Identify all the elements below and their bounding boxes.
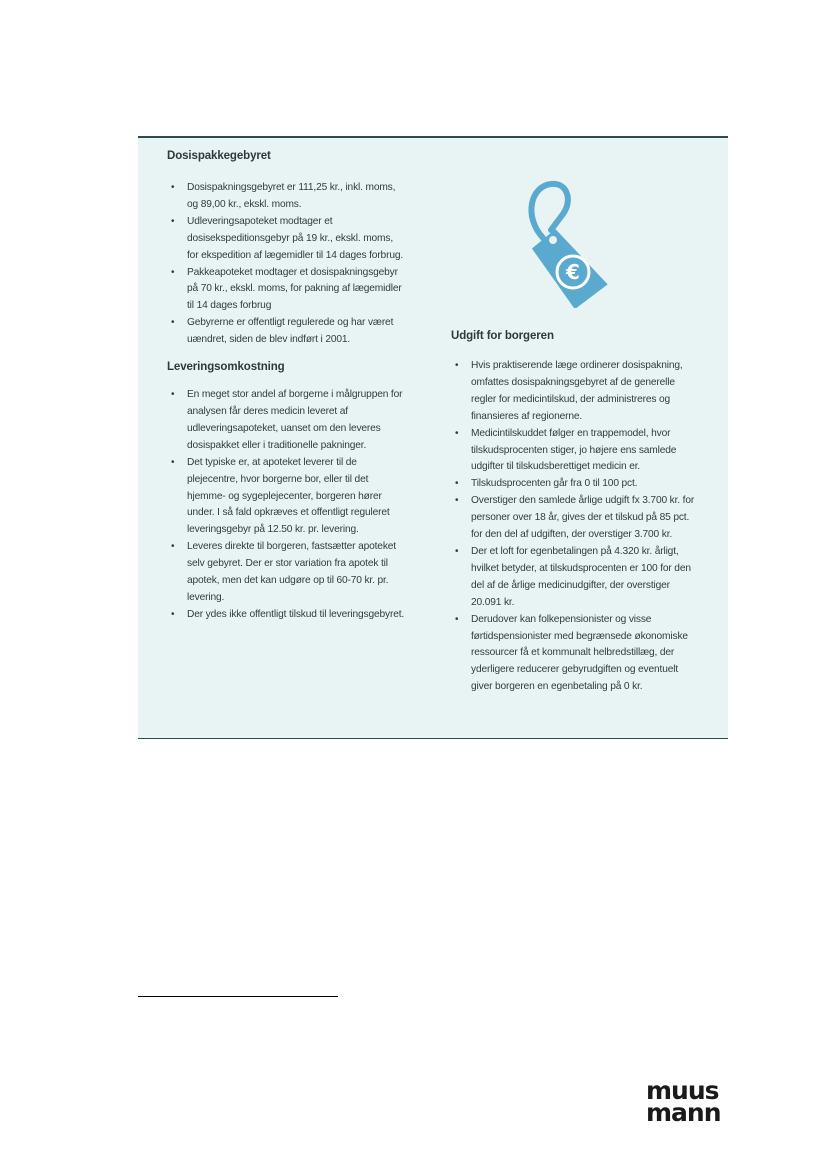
- list-item: • Udleveringsapoteket modtager et dosisekspeditionsgebyr på 19 kr., ekskl. moms, for ekspedition af lægemidler til 14 dages forbrug.: [167, 214, 407, 265]
- heading-leveringsomkostning: Leveringsomkostning: [167, 361, 285, 374]
- heading-dosispakkegebyret: Dosispakkegebyret: [167, 150, 271, 162]
- list-udgift-for-borgeren: [451, 358, 701, 696]
- logo-line-2: mann: [646, 1098, 721, 1127]
- left-column: [167, 150, 407, 624]
- info-box: [138, 136, 728, 739]
- list-item: • Dosispakningsgebyret er 111,25 kr., inkl. moms, og 89,00 kr., ekskl. moms.: [167, 180, 407, 214]
- list-item: • Det typiske er, at apoteket leverer til de plejecentre, hvor borgerne bor, eller til det hjemme- og sygeplejecenter, borgeren hører under. I så fald opkræves et offentligt reguleret leveringsgebyr på 12.50 kr. pr. levering.: [167, 455, 407, 540]
- list-dosispakkegebyret: [167, 180, 407, 349]
- logo-line-1: muus: [646, 1076, 719, 1105]
- list-item: • Leveres direkte til borgeren, fastsætter apoteket selv gebyret. Der er stor variation fra apotek til apotek, men det kan udgøre op til 60-70 kr. pr. levering.: [167, 539, 407, 607]
- list-item: • En meget stor andel af borgerne i målgruppen for analysen får deres medicin leveret af udleveringsapoteket, uanset om den leveres dosispakket eller i traditionelle pakninger.: [167, 387, 407, 455]
- list-item: • Derudover kan folkepensionister og visse førtidspensionister med begrænsede økonomiske ressourcer få et kommunalt helbredstillæg, der yderligere reducerer gebyrudgiften og eventuelt giver borgeren en egenbetaling på 0 kr.: [451, 612, 701, 697]
- list-item: • Der ydes ikke offentligt tilskud til leveringsgebyret.: [167, 607, 407, 624]
- euro-price-tag-icon: [521, 178, 611, 308]
- list-item: • Tilskudsprocenten går fra 0 til 100 pct.: [451, 476, 701, 493]
- euro-symbol: €: [566, 260, 580, 284]
- list-leveringsomkostning: [167, 387, 407, 624]
- right-column: [451, 330, 701, 696]
- list-item: • Der et loft for egenbetalingen på 4.320 kr. årligt, hvilket betyder, at tilskudsprocenten er 100 for den del af de årlige medicinudgifter, der overstiger 20.091 kr.: [451, 544, 701, 612]
- list-item: • Overstiger den samlede årlige udgift fx 3.700 kr. for personer over 18 år, gives der et tilskud på 85 pct. for den del af udgiften, der overstiger 3.700 kr.: [451, 493, 701, 544]
- list-item: • Medicintilskuddet følger en trappemodel, hvor tilskudsprocenten stiger, jo højere ens samlede udgifter til tilskudsberettiget medicin er.: [451, 426, 701, 477]
- footnote-separator: [138, 996, 338, 997]
- list-item: • Gebyrerne er offentligt regulerede og har været uændret, siden de blev indført i 2001.: [167, 315, 407, 349]
- list-item: • Pakkeapoteket modtager et dosispakningsgebyr på 70 kr., ekskl. moms, for pakning af lægemidler til 14 dages forbrug: [167, 265, 407, 316]
- list-item: • Hvis praktiserende læge ordinerer dosispakning, omfattes dosispakningsgebyret af de generelle regler for medicintilskud, der administreres og finansieres af regionerne.: [451, 358, 701, 426]
- muusmann-logo: [646, 1076, 736, 1127]
- heading-udgift-for-borgeren: Udgift for borgeren: [451, 330, 554, 342]
